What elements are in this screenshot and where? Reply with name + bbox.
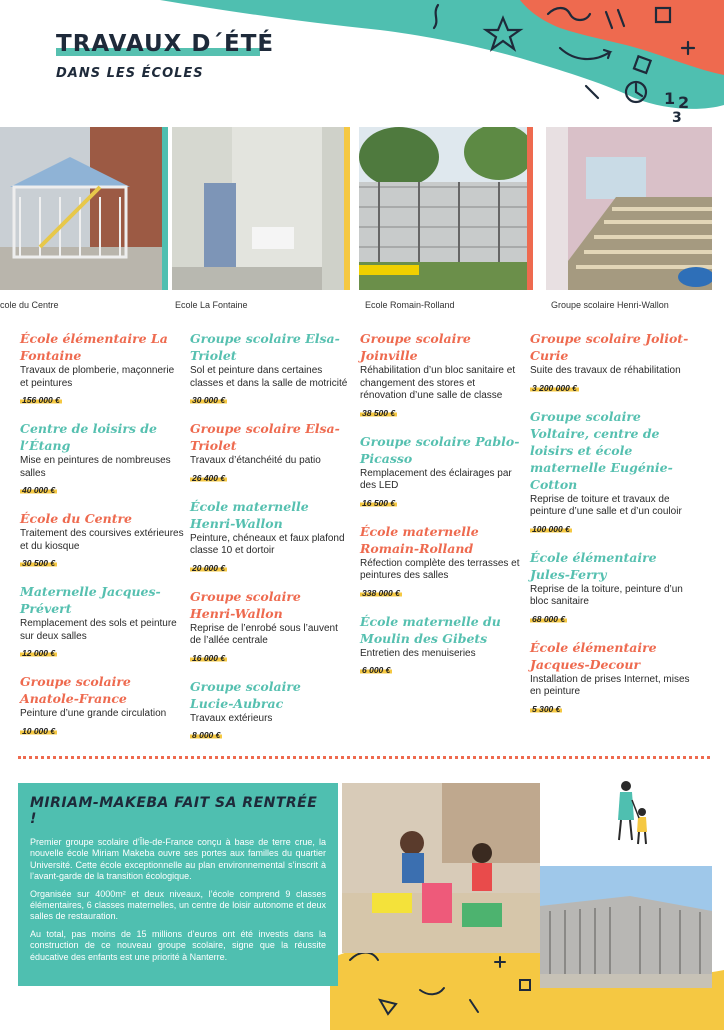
photo-accent: [344, 127, 350, 290]
work-entry: [360, 613, 520, 679]
work-description: Reprise de toiture et travaux de peinture d’une salle et d’un couloir: [530, 493, 682, 517]
work-cost: 10 000 €: [22, 725, 56, 736]
work-description: Travaux extérieurs: [190, 712, 273, 724]
work-entry: [530, 549, 690, 627]
photo-ecole-romain-rolland: [359, 127, 527, 290]
work-cost: 8 000 €: [192, 730, 221, 740]
work-entry: [20, 583, 185, 661]
feature-paragraph: Au total, pas moins de 15 millions d’euros ont été investis dans la construction de ce nouveau groupe scolaire, signe que la réussite éducative des enfants est une priorité à Nanterre.: [30, 928, 326, 962]
page-title: TRAVAUX D´ÉTÉ: [56, 31, 275, 57]
work-title: École élémentaire La Fontaine: [20, 331, 168, 363]
work-title: Maternelle Jacques-Prévert: [20, 584, 161, 616]
work-entry: [530, 330, 690, 396]
work-cost: 3 200 000 €: [532, 382, 577, 393]
work-description: Reprise de la toiture, peinture d’un bloc sanitaire: [530, 583, 683, 607]
work-title: Centre de loisirs de l’Étang: [20, 421, 157, 453]
work-cost: 338 000 €: [362, 587, 400, 598]
work-title: École élémentaire Jules-Ferry: [530, 549, 657, 582]
family-illustration: [610, 778, 655, 848]
work-title: Groupe scolaire Anatole-France: [20, 674, 131, 706]
work-entry: [190, 330, 348, 408]
work-cost: 156 000 €: [22, 395, 60, 405]
work-description: Suite des travaux de réhabilitation: [530, 365, 681, 376]
work-title: École maternelle du Moulin des Gibets: [360, 613, 501, 646]
photo-accent: [527, 127, 533, 290]
work-description: Réfection complète des terrasses et peintures des salles: [360, 557, 520, 581]
work-entry: [190, 678, 348, 744]
photo-school-building: [540, 866, 712, 988]
work-cost: 68 000 €: [532, 613, 566, 624]
work-cost: 30 500 €: [22, 558, 56, 568]
work-title: École du Centre: [20, 511, 133, 526]
svg-text:3: 3: [672, 110, 682, 125]
works-column-3: [360, 330, 520, 690]
work-description: Réhabilitation d’un bloc sanitaire et changement des stores et rénovation d’une salle de classe: [360, 365, 516, 401]
photo-accent: [162, 127, 168, 290]
work-entry: [530, 408, 690, 537]
work-entry: [360, 330, 520, 421]
photo-caption: cole du Centre: [0, 300, 59, 310]
work-cost: 26 400 €: [192, 472, 226, 483]
work-entry: [20, 510, 185, 571]
work-title: Groupe scolaire Joliot-Curie: [530, 331, 689, 363]
works-column-2: [190, 330, 348, 755]
work-title: Groupe scolaire Lucie-Aubrac: [190, 678, 301, 711]
work-description: Mise en peintures de nombreuses salles: [20, 455, 171, 479]
feature-title: MIRIAM-MAKEBA FAIT SA RENTRÉE !: [30, 795, 318, 827]
photo-ecole-centre: [0, 127, 162, 290]
work-entry: [190, 420, 348, 486]
work-description: Travaux de plomberie, maçonnerie et peintures: [20, 365, 175, 389]
work-entry: [20, 673, 185, 739]
work-cost: 100 000 €: [532, 523, 570, 534]
works-column-4: [530, 330, 690, 729]
work-cost: 16 500 €: [362, 497, 396, 508]
work-title: École maternelle Romain-Rolland: [360, 523, 479, 556]
work-cost: 30 000 €: [192, 395, 226, 405]
work-cost: 5 300 €: [532, 703, 561, 714]
work-title: Groupe scolaire Pablo-Picasso: [360, 433, 520, 466]
photo-children-play-room: [342, 783, 540, 953]
work-title: École élémentaire Jacques-Decour: [530, 639, 657, 672]
title-block: [56, 30, 274, 81]
photo-caption: Ecole La Fontaine: [175, 300, 248, 310]
work-description: Peinture, chéneaux et faux plafond classe 10 et dortoir: [190, 532, 345, 556]
work-description: Remplacement des sols et peinture sur deux salles: [20, 618, 177, 642]
work-entry: [530, 639, 690, 717]
work-entry: [190, 498, 348, 576]
work-cost: 16 000 €: [192, 652, 226, 663]
work-description: Sol et peinture dans certaines classes et dans la salle de motricité: [190, 365, 348, 389]
work-title: Groupe scolaire Voltaire, centre de loisirs et école maternelle Eugénie-Cotton: [530, 408, 673, 492]
section-divider: [18, 756, 710, 759]
work-cost: 6 000 €: [362, 665, 391, 675]
works-column-1: [20, 330, 185, 751]
feature-miriam-makeba: [18, 783, 338, 986]
svg-text:2: 2: [678, 93, 690, 112]
work-entry: [360, 523, 520, 601]
page-subtitle: DANS LES ÉCOLES: [56, 66, 204, 81]
work-description: Installation de prises Internet, mises en peinture: [530, 673, 690, 697]
feature-paragraph: Premier groupe scolaire d’Île-de-France conçu à base de terre crue, la nouvelle école Miriam Makeba ouvre ses portes aux familles du quartier Université. Cette école exceptionnelle au plan environnemental s’inscrit à l’avant-garde de la transition écologique.: [30, 837, 326, 882]
work-description: Travaux d’étanchéité du patio: [190, 455, 321, 466]
work-cost: 12 000 €: [22, 648, 56, 658]
work-cost: 20 000 €: [192, 562, 226, 573]
work-description: Remplacement des éclairages par des LED: [360, 467, 512, 491]
work-title: Groupe scolaire Joinville: [360, 331, 471, 363]
work-title: Groupe scolaire Henri-Wallon: [190, 588, 301, 621]
work-entry: [360, 433, 520, 511]
svg-text:1: 1: [664, 89, 676, 108]
photo-groupe-henri-wallon: [546, 127, 712, 290]
work-description: Reprise de l’enrobé sous l’auvent de l’allée centrale: [190, 622, 338, 646]
photo-caption: Groupe scolaire Henri-Wallon: [551, 300, 669, 310]
photo-caption: Ecole Romain-Rolland: [365, 300, 455, 310]
work-description: Peinture d’une grande circulation: [20, 708, 167, 719]
work-title: Groupe scolaire Elsa-Triolet: [190, 331, 340, 363]
work-title: École maternelle Henri-Wallon: [190, 498, 309, 531]
photo-ecole-la-fontaine: [172, 127, 344, 290]
work-description: Traitement des coursives extérieures et du kiosque: [20, 528, 184, 552]
feature-paragraph: Organisée sur 4000m² et deux niveaux, l’école comprend 9 classes élémentaires, 6 classes maternelles, un centre de loisir autonome et deux salles de restauration.: [30, 888, 326, 922]
work-description: Entretien des menuiseries: [360, 647, 476, 659]
work-cost: 38 500 €: [362, 407, 396, 418]
work-entry: [20, 330, 185, 408]
work-cost: 40 000 €: [22, 485, 56, 495]
work-title: Groupe scolaire Elsa-Triolet: [190, 421, 340, 453]
work-entry: [20, 420, 185, 498]
work-entry: [190, 588, 348, 666]
